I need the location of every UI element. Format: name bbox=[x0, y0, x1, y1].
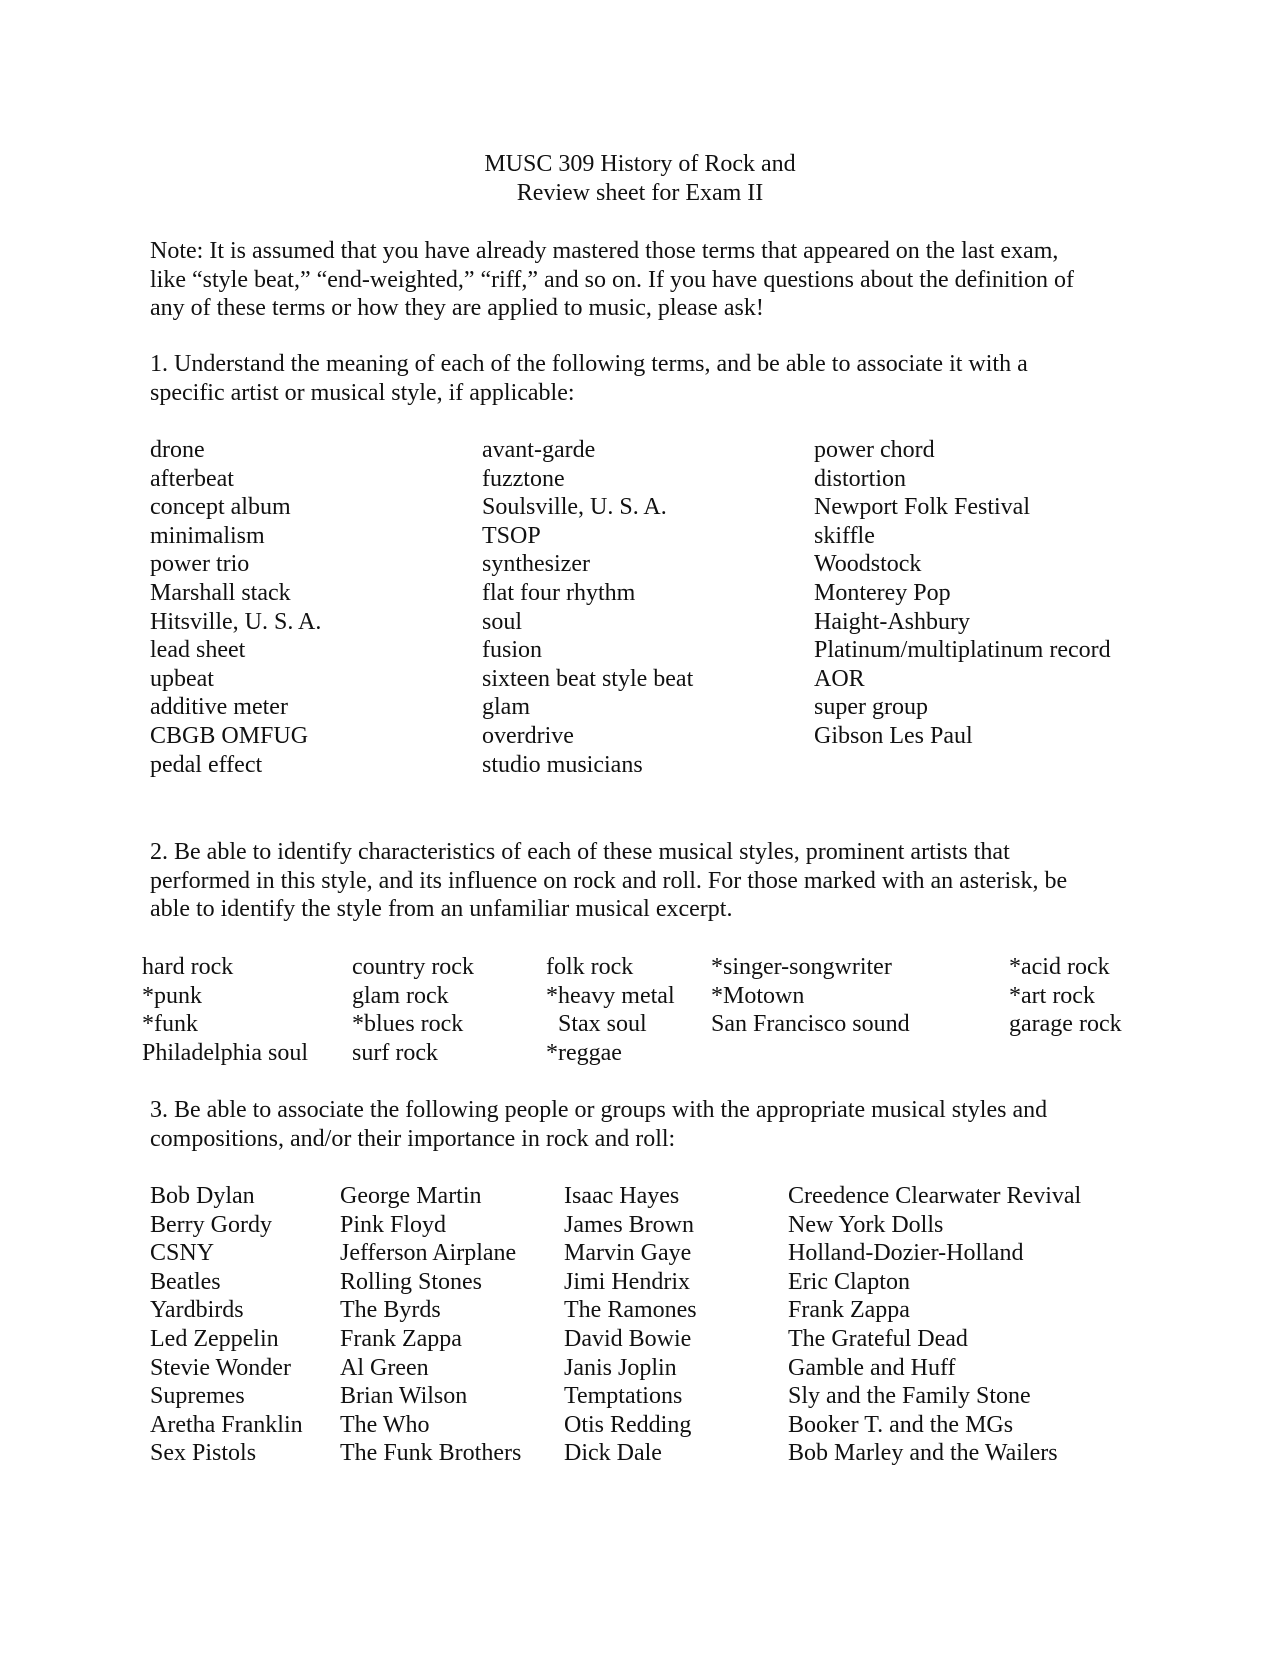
term-item: CBGB OMFUG bbox=[150, 722, 309, 749]
term-item: minimalism bbox=[150, 522, 265, 549]
term-item: David Bowie bbox=[564, 1325, 692, 1352]
term-item: The Byrds bbox=[340, 1297, 441, 1324]
term-item: Eric Clapton bbox=[788, 1268, 910, 1295]
section3-column-4 bbox=[788, 1182, 1081, 1468]
section3-column-2 bbox=[340, 1182, 521, 1468]
note-line: Note: It is assumed that you have already mastered those terms that appeared on the last exam, bbox=[150, 238, 1059, 264]
section1-column-1 bbox=[150, 436, 321, 779]
term-item: synthesizer bbox=[482, 551, 590, 578]
term-item: fuzztone bbox=[482, 465, 565, 492]
term-item: San Francisco sound bbox=[711, 1011, 910, 1038]
section1-intro bbox=[150, 350, 1028, 407]
term-item: super group bbox=[814, 694, 928, 721]
term-item: Creedence Clearwater Revival bbox=[788, 1183, 1082, 1209]
term-item: Haight-Ashbury bbox=[814, 608, 970, 635]
term-item: Dick Dale bbox=[564, 1440, 662, 1467]
section1-intro-line: specific artist or musical style, if applicable: bbox=[150, 379, 575, 406]
section2-column-3 bbox=[546, 953, 675, 1067]
term-item: The Funk Brothers bbox=[340, 1440, 522, 1467]
term-item: folk rock bbox=[546, 954, 634, 980]
term-item: Frank Zappa bbox=[340, 1325, 462, 1352]
term-item: Monterey Pop bbox=[814, 579, 951, 606]
term-item: Beatles bbox=[150, 1268, 221, 1295]
section3-intro-line: 3. Be able to associate the following people or groups with the appropriate musical styles and bbox=[150, 1097, 1048, 1123]
term-item: Al Green bbox=[340, 1354, 429, 1381]
section3-column-1 bbox=[150, 1182, 303, 1468]
term-item: *punk bbox=[142, 982, 202, 1009]
term-item: surf rock bbox=[352, 1039, 438, 1066]
term-item: power chord bbox=[814, 437, 935, 463]
term-item: Holland-Dozier-Holland bbox=[788, 1240, 1024, 1267]
term-item: *acid rock bbox=[1009, 954, 1110, 980]
term-item: overdrive bbox=[482, 722, 574, 749]
section2-intro-line: 2. Be able to identify characteristics of each of these musical styles, prominent artists that bbox=[150, 839, 1010, 865]
term-item: *funk bbox=[142, 1011, 198, 1038]
term-item: *reggae bbox=[546, 1039, 622, 1066]
term-item: Woodstock bbox=[814, 551, 922, 578]
section3-intro bbox=[150, 1096, 1047, 1153]
term-item: Temptations bbox=[564, 1383, 683, 1410]
term-item: glam bbox=[482, 694, 530, 721]
term-item: Stax soul bbox=[546, 1011, 647, 1038]
section2-intro-line: able to identify the style from an unfamiliar musical excerpt. bbox=[150, 896, 733, 923]
term-item: *art rock bbox=[1009, 982, 1095, 1009]
term-item: AOR bbox=[814, 665, 865, 692]
term-item: The Ramones bbox=[564, 1297, 697, 1324]
section2-column-4 bbox=[711, 953, 910, 1039]
term-item: Yardbirds bbox=[150, 1297, 244, 1324]
term-item: Jimi Hendrix bbox=[564, 1268, 690, 1295]
term-item: *blues rock bbox=[352, 1011, 464, 1038]
term-item: *singer-songwriter bbox=[711, 954, 892, 980]
section2-column-2 bbox=[352, 953, 474, 1067]
section2-intro-line: performed in this style, and its influence on rock and roll. For those marked with an asterisk, be bbox=[150, 867, 1068, 894]
term-item: Sex Pistols bbox=[150, 1440, 257, 1467]
term-item: power trio bbox=[150, 551, 250, 578]
term-item: studio musicians bbox=[482, 751, 643, 778]
term-item: Sly and the Family Stone bbox=[788, 1383, 1031, 1410]
term-item: New York Dolls bbox=[788, 1211, 944, 1238]
note-paragraph bbox=[150, 237, 1074, 323]
document-title bbox=[0, 150, 1280, 207]
term-item: additive meter bbox=[150, 694, 288, 721]
term-item: lead sheet bbox=[150, 637, 246, 664]
term-item: fusion bbox=[482, 637, 542, 664]
term-item: Soulsville, U. S. A. bbox=[482, 494, 667, 521]
term-item: Aretha Franklin bbox=[150, 1411, 303, 1438]
term-item: Jefferson Airplane bbox=[340, 1240, 517, 1267]
term-item: Booker T. and the MGs bbox=[788, 1411, 1014, 1438]
section3-intro-line: compositions, and/or their importance in rock and roll: bbox=[150, 1125, 676, 1152]
term-item: Newport Folk Festival bbox=[814, 494, 1030, 521]
term-item: Janis Joplin bbox=[564, 1354, 677, 1381]
term-item: Berry Gordy bbox=[150, 1211, 272, 1238]
title-line-1: MUSC 309 History of Rock and bbox=[484, 151, 796, 177]
term-item: TSOP bbox=[482, 522, 541, 549]
section1-intro-line: 1. Understand the meaning of each of the following terms, and be able to associate it with a bbox=[150, 351, 1028, 377]
term-item: The Grateful Dead bbox=[788, 1325, 968, 1352]
term-item: Gamble and Huff bbox=[788, 1354, 956, 1381]
term-item: country rock bbox=[352, 954, 474, 980]
term-item: *Motown bbox=[711, 982, 805, 1009]
term-item: Brian Wilson bbox=[340, 1383, 468, 1410]
section1-column-2 bbox=[482, 436, 693, 779]
term-item: *heavy metal bbox=[546, 982, 675, 1009]
term-item: drone bbox=[150, 437, 205, 463]
term-item: The Who bbox=[340, 1411, 430, 1438]
term-item: Pink Floyd bbox=[340, 1211, 447, 1238]
term-item: Gibson Les Paul bbox=[814, 722, 973, 749]
term-item: Frank Zappa bbox=[788, 1297, 910, 1324]
term-item: Bob Marley and the Wailers bbox=[788, 1440, 1058, 1467]
section2-column-5 bbox=[1009, 953, 1122, 1039]
term-item: flat four rhythm bbox=[482, 579, 636, 606]
term-item: James Brown bbox=[564, 1211, 694, 1238]
term-item: Led Zeppelin bbox=[150, 1325, 279, 1352]
term-item: skiffle bbox=[814, 522, 875, 549]
note-line: any of these terms or how they are applied to music, please ask! bbox=[150, 295, 764, 322]
term-item: garage rock bbox=[1009, 1011, 1122, 1038]
term-item: afterbeat bbox=[150, 465, 234, 492]
term-item: avant-garde bbox=[482, 437, 596, 463]
term-item: hard rock bbox=[142, 954, 234, 980]
term-item: Rolling Stones bbox=[340, 1268, 483, 1295]
term-item: distortion bbox=[814, 465, 907, 492]
term-item: Stevie Wonder bbox=[150, 1354, 291, 1381]
term-item: soul bbox=[482, 608, 523, 635]
term-item: CSNY bbox=[150, 1240, 215, 1267]
term-item: Philadelphia soul bbox=[142, 1039, 308, 1066]
term-item: Platinum/multiplatinum record bbox=[814, 637, 1111, 664]
section3-column-3 bbox=[564, 1182, 697, 1468]
term-item: Marvin Gaye bbox=[564, 1240, 692, 1267]
term-item: upbeat bbox=[150, 665, 214, 692]
term-item: Supremes bbox=[150, 1383, 245, 1410]
term-item: Isaac Hayes bbox=[564, 1183, 680, 1209]
term-item: Hitsville, U. S. A. bbox=[150, 608, 322, 635]
term-item: concept album bbox=[150, 494, 291, 521]
section2-intro bbox=[150, 838, 1067, 924]
term-item: Otis Redding bbox=[564, 1411, 692, 1438]
term-item: glam rock bbox=[352, 982, 449, 1009]
term-item: sixteen beat style beat bbox=[482, 665, 694, 692]
term-item: pedal effect bbox=[150, 751, 263, 778]
term-item: Bob Dylan bbox=[150, 1183, 255, 1209]
title-line-2: Review sheet for Exam II bbox=[516, 179, 764, 206]
note-line: like “style beat,” “end-weighted,” “riff,” and so on. If you have questions about the definition of bbox=[150, 266, 1074, 293]
section2-column-1 bbox=[142, 953, 308, 1067]
section1-column-3 bbox=[814, 436, 1111, 751]
term-item: George Martin bbox=[340, 1183, 482, 1209]
term-item: Marshall stack bbox=[150, 579, 291, 606]
